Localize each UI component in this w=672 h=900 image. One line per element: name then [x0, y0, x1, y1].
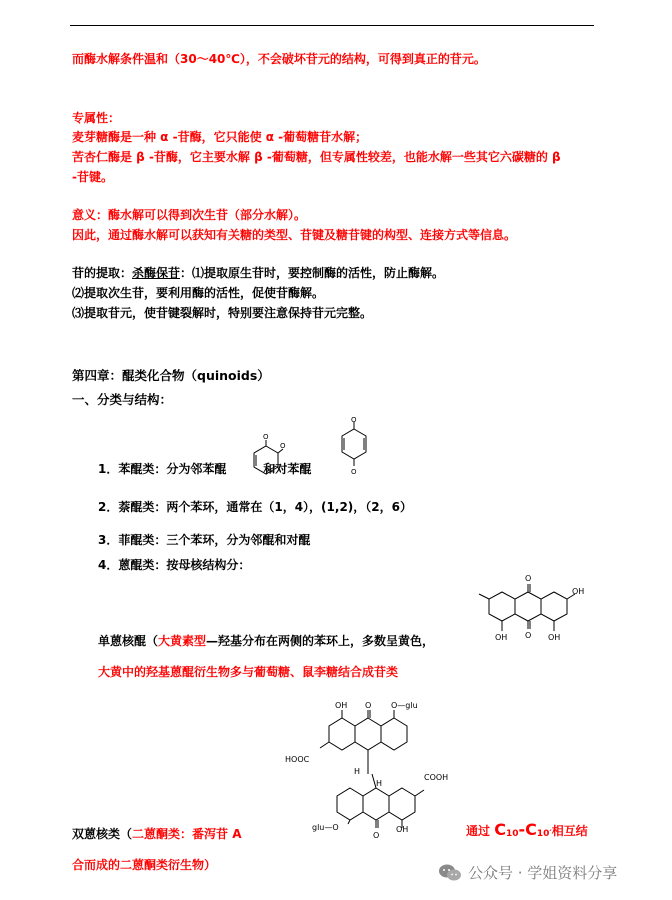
list-item-anthraquinone: 4．蒽醌类：按母核结构分： — [98, 558, 251, 572]
text-line: 而酶水解条件温和（30～40℃），不会破坏苷元的结构，可得到真正的苷元。 — [72, 52, 486, 66]
hydroxyl-label: OH — [572, 587, 585, 596]
text-fragment: 苷的提取： — [72, 266, 133, 280]
oxygen-label: O — [525, 574, 532, 583]
dianthrone-term: 二蒽酮类：番泻苷 A — [132, 827, 242, 841]
oxygen-label: O — [263, 433, 269, 441]
text-line: 苦杏仁酶是 β -苷酶，它主要水解 β -葡萄糖，但专属性较差，也能水解一些其它六碳糖的 β — [72, 150, 561, 164]
text-line — [98, 633, 434, 649]
wechat-icon — [438, 863, 462, 883]
text-line: 合而成的二蒽酮类衍生物） — [72, 858, 217, 872]
underlined-term: 杀酶保苷 — [132, 266, 181, 280]
text-line — [72, 265, 444, 281]
oxygen-label: O — [351, 468, 357, 476]
hydroxyl-label: OH — [495, 633, 508, 642]
oxygen-label: O — [365, 701, 372, 710]
para-benzoquinone-structure — [336, 415, 372, 477]
chapter-title: 第四章：醌类化合物（quinoids） — [72, 368, 270, 383]
oxygen-label: O — [373, 831, 380, 840]
text-fragment: 双蒽核类（ — [72, 827, 133, 841]
text-line: 大黄中的羟基蒽醌衍生物多与葡萄糖、鼠李糖结合成苷类 — [98, 665, 399, 679]
oxygen-label: O — [351, 416, 357, 424]
sennoside-a-structure — [280, 700, 472, 840]
text-line: ⑶提取苷元，使苷键裂解时，特别要注意保持苷元完整。 — [72, 306, 373, 320]
carboxyl-label: COOH — [424, 773, 449, 782]
text-fragment: 1．苯醌类：分为邻苯醌 — [98, 462, 227, 476]
text-fragment: 通过 — [466, 824, 495, 838]
text-fragment: 和对苯醌 — [263, 462, 312, 476]
list-item-phenanthraquinone: 3．菲醌类：三个苯环，分为邻醌和对醌 — [98, 533, 311, 547]
text-fragment: 相互结 — [551, 824, 588, 838]
oxygen-label: O — [280, 442, 286, 450]
text-fragment: —羟基分布在两侧的苯环上，多数呈黄色， — [206, 634, 435, 648]
text-line: 因此，通过酶水解可以获知有关糖的类型、苷键及糖苷键的构型、连接方式等信息。 — [72, 228, 517, 242]
text-line — [466, 822, 588, 842]
section-title: 一、分类与结构： — [72, 392, 173, 407]
text-fragment: 10′ — [536, 829, 552, 839]
hydrogen-label: H — [376, 779, 383, 788]
text-fragment: 10 — [505, 829, 519, 839]
list-item-naphthoquinone: 2．萘醌类：两个苯环，通常在（1，4），(1,2)，（2，6） — [98, 500, 412, 514]
text-fragment: -C — [518, 820, 537, 839]
emodin-type-term: 大黄素型 — [158, 634, 207, 648]
watermark — [438, 862, 617, 883]
text-line — [72, 826, 241, 842]
glucosyloxy-label: O—glu — [391, 701, 418, 710]
carboxyl-label: HOOC — [285, 755, 310, 764]
text-line: 意义：酶水解可以得到次生苷（部分水解）。 — [72, 208, 307, 222]
hydrogen-label: H — [354, 767, 361, 776]
hydroxyl-label: OH — [396, 825, 409, 834]
emodin-structure — [472, 570, 592, 648]
heading-specificity: 专属性： — [72, 111, 121, 125]
text-fragment: C — [494, 820, 506, 839]
text-fragment: ：⑴提取原生苷时，要控制酶的活性，防止酶解。 — [180, 266, 445, 280]
text-line: 麦芽糖酶是一种 α -苷酶，它只能使 α -葡萄糖苷水解； — [72, 130, 368, 144]
hydroxyl-label: OH — [548, 633, 561, 642]
text-line: ⑵提取次生苷，要利用酶的活性，促使苷酶解。 — [72, 286, 325, 300]
text-fragment: 单蒽核醌（ — [98, 634, 159, 648]
oxygen-label: O — [525, 631, 532, 640]
header-rule — [70, 25, 594, 26]
glucosyloxy-label: glu—O — [312, 823, 339, 832]
watermark-text: 公众号 · 学姐资料分享 — [468, 864, 618, 882]
text-line: -苷键。 — [72, 170, 113, 184]
hydroxyl-label: OH — [335, 701, 348, 710]
list-item-benzoquinone — [98, 461, 311, 477]
